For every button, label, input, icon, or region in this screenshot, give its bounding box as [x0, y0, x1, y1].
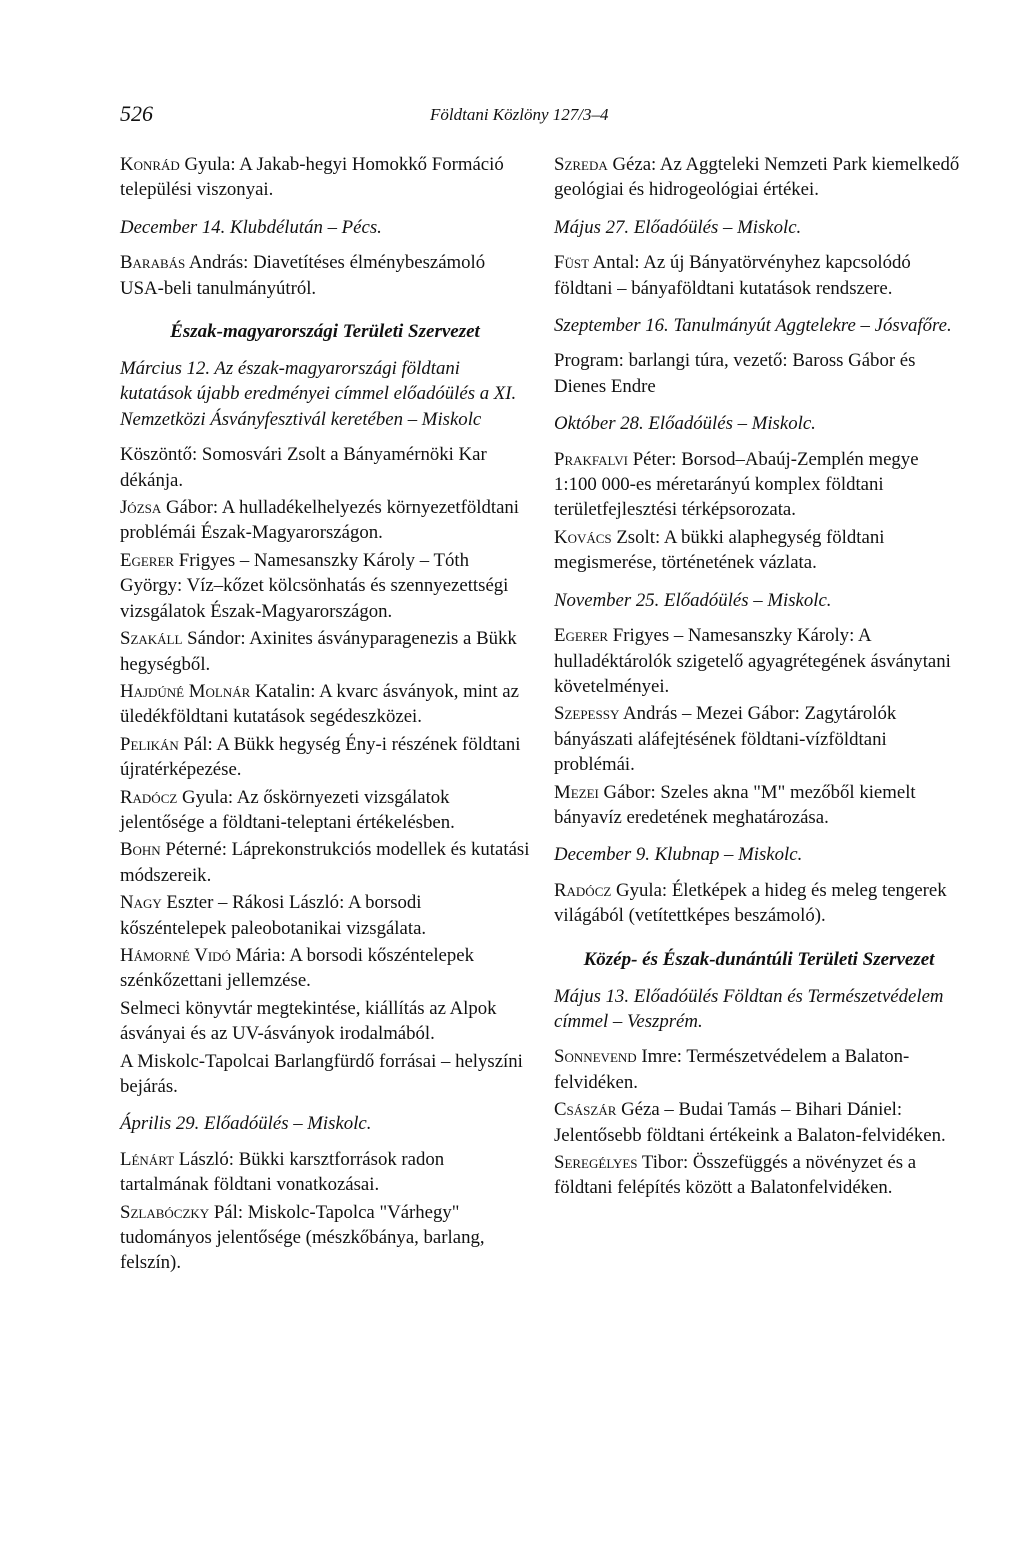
- talk-author: Lénárt: [120, 1148, 175, 1170]
- talk-title: Pál: Miskolc-Tapolca "Várhegy" tudományos jelentősége (mészkőbánya, barlang, felszín).: [120, 1201, 485, 1274]
- talk-entry: [554, 1044, 964, 1095]
- talk-title: Géza: Az Aggteleki Nemzeti Park kiemelkedő geológiai és hidrogeológiai értékei.: [554, 154, 960, 201]
- talk-entry: [554, 780, 964, 831]
- event-date: November 25. Előadóülés – Miskolc.: [554, 589, 832, 611]
- talk-title: Imre: Természetvédelem a Balaton-felvidéken.: [554, 1046, 910, 1093]
- talk-entry: [120, 152, 530, 203]
- talk-entry: [120, 890, 530, 941]
- event-date: December 14. Klubdélután – Pécs.: [120, 216, 382, 238]
- talk-entry: [554, 878, 964, 929]
- page-header: [120, 101, 920, 131]
- talk-author: Seregélyes: [554, 1152, 638, 1173]
- talk-entry: [554, 348, 964, 399]
- left-column: [120, 152, 530, 1276]
- talk-author: Józsa: [120, 497, 162, 519]
- talk-author: Egerer: [554, 625, 609, 647]
- talk-title: Selmeci könyvtár megtekintése, kiállítás az Alpok ásványai és az UV-ásványok irodalmából.: [120, 997, 497, 1045]
- event-date: Május 13. Előadóülés Földtan és Természetvédelem címmel – Veszprém.: [554, 985, 944, 1032]
- talk-entry: [120, 548, 530, 624]
- talk-title: Pál: A Bükk hegység Ény-i részének földtani újratérképezése.: [120, 733, 521, 781]
- journal-title: Földtani Közlöny 127/3–4: [430, 105, 609, 124]
- talk-author: Szepessy: [554, 703, 620, 725]
- talk-title: Gábor: A hulladékelhelyezés környezetföldtani problémái Észak-Magyarországon.: [120, 497, 520, 544]
- talk-entry: [554, 701, 964, 777]
- talk-entry: [120, 1147, 530, 1198]
- talk-author: Sonnevend: [554, 1046, 637, 1068]
- talk-author: Egerer: [120, 549, 175, 571]
- talk-entry: [120, 626, 530, 677]
- talk-entry: [554, 152, 964, 203]
- talk-title: Mária: A borsodi kőszéntelepek szénkőzettani jellemzése.: [120, 944, 474, 992]
- talk-entry: [554, 623, 964, 699]
- talk-author: Szlabóczky: [120, 1201, 210, 1223]
- talk-title: László: Bükki karsztforrások radon tartalmának földtani vonatkozásai.: [120, 1148, 445, 1196]
- talk-author: Radócz: [120, 786, 178, 808]
- event-date: Október 28. Előadóülés – Miskolc.: [554, 413, 816, 435]
- talk-title: Tibor: Összefüggés a növényzet és a földtani felépítés között a Balatonfelvidéken.: [554, 1152, 917, 1199]
- talk-title: Frigyes – Namesanszky Károly – Tóth György: Víz–kőzet kölcsönhatás és szennyezettségi vizsgálatok Észak-Magyarországon.: [120, 549, 509, 622]
- talk-title: Gyula: A Jakab-hegyi Homokkő Formáció települési viszonyai.: [120, 154, 504, 201]
- talk-author: Kovács: [554, 526, 612, 548]
- talk-author: Szakáll: [120, 628, 183, 650]
- talk-title: Gyula: Az őskörnyezeti vizsgálatok jelentősége a földtani-teleptani értékelésben.: [120, 786, 455, 833]
- talk-author: Radócz: [554, 879, 612, 901]
- talk-entry: [120, 837, 530, 888]
- talk-entry: [120, 1200, 530, 1276]
- talk-author: Füst: [554, 252, 590, 274]
- talk-entry: [120, 1049, 530, 1100]
- talk-entry: [120, 679, 530, 730]
- talk-title: András – Mezei Gábor: Zagytárolók bányászati aláfejtésének földtani-vízföldtani problémái.: [554, 703, 897, 776]
- event-date: Szeptember 16. Tanulmányút Aggtelekre – Jósvafőre.: [554, 315, 952, 337]
- event-date: December 9. Klubnap – Miskolc.: [554, 844, 803, 866]
- talk-title: Sándor: Axinites ásványparagenezis a Bükk hegységből.: [120, 628, 517, 675]
- talk-author: Hajdúné Molnár: [120, 680, 251, 702]
- talk-title: Géza – Budai Tamás – Bihari Dániel: Jelentősebb földtani értékeink a Balaton-felvidéken.: [554, 1099, 946, 1146]
- talk-entry: [120, 943, 530, 994]
- talk-entry: [554, 250, 964, 301]
- talk-entry: [554, 525, 964, 576]
- talk-entry: [120, 785, 530, 836]
- event-date: Április 29. Előadóülés – Miskolc.: [120, 1113, 372, 1135]
- talk-title: Antal: Az új Bányatörvényhez kapcsolódó földtani – bányaföldtani kutatások rendszere.: [554, 252, 911, 299]
- talk-entry: [120, 250, 530, 301]
- talk-title: Katalin: A kvarc ásványok, mint az üledékföldtani kutatások segédeszközei.: [120, 680, 519, 728]
- event-date: Május 27. Előadóülés – Miskolc.: [554, 216, 802, 238]
- talk-author: Mezei: [554, 781, 599, 803]
- talk-entry: [554, 1097, 964, 1148]
- talk-entry: [120, 442, 530, 493]
- talk-author: Bohn: [120, 839, 161, 861]
- talk-title: Köszöntő: Somosvári Zsolt a Bányamérnöki Kar dékánja.: [120, 444, 487, 491]
- talk-title: Zsolt: A bükki alaphegység földtani megismerése, történetének vázlata.: [554, 526, 885, 574]
- talk-author: Szreda: [554, 154, 608, 175]
- talk-title: Gyula: Életképek a hideg és meleg tengerek világából (vetítettképes beszámoló).: [554, 879, 947, 927]
- talk-author: Prakfalvi: [554, 448, 629, 470]
- talk-title: András: Diavetítéses élménybeszámoló USA-beli tanulmányútról.: [120, 252, 486, 299]
- page-number: 526: [120, 101, 153, 126]
- talk-entry: [120, 495, 530, 546]
- talk-author: Barabás: [120, 252, 186, 274]
- talk-author: Hámorné Vidó: [120, 944, 231, 966]
- event-date: Március 12. Az észak-magyarországi földtani kutatások újabb eredményei címmel előadóülés a XI. Nemzetközi Ásványfesztivál keretében – Miskolc: [120, 358, 517, 430]
- section-heading: Közép- és Észak-dunántúli Területi Szervezet: [583, 948, 935, 970]
- right-column: [554, 152, 964, 1201]
- talk-title: Gábor: Szeles akna "M" mezőből kiemelt bányavíz eredetének meghatározása.: [554, 781, 916, 828]
- talk-title: Eszter – Rákosi László: A borsodi kőszéntelepek paleobotanikai vizsgálata.: [120, 892, 427, 939]
- talk-entry: [554, 447, 964, 523]
- talk-title: Program: barlangi túra, vezető: Baross Gábor és Dienes Endre: [554, 350, 916, 397]
- talk-title: Péter: Borsod–Abaúj-Zemplén megye 1:100 000-es méretarányú komplex földtani területfejlesztési térképsorozata.: [554, 448, 919, 521]
- talk-author: Konrád: [120, 154, 180, 175]
- section-heading: Észak-magyarországi Területi Szervezet: [170, 321, 480, 343]
- talk-author: Pelikán: [120, 733, 179, 755]
- talk-entry: [120, 996, 530, 1047]
- talk-title: A Miskolc-Tapolcai Barlangfürdő forrásai – helyszíni bejárás.: [120, 1050, 523, 1097]
- talk-title: Frigyes – Namesanszky Károly: A hulladéktárolók szigetelő agyagrétegének ásványtani követelményei.: [554, 625, 951, 697]
- talk-title: Péterné: Láprekonstrukciós modellek és kutatási módszereik.: [120, 839, 530, 886]
- talk-author: Nagy: [120, 892, 162, 914]
- talk-author: Császár: [554, 1099, 617, 1121]
- talk-entry: [120, 732, 530, 783]
- talk-entry: [554, 1150, 964, 1201]
